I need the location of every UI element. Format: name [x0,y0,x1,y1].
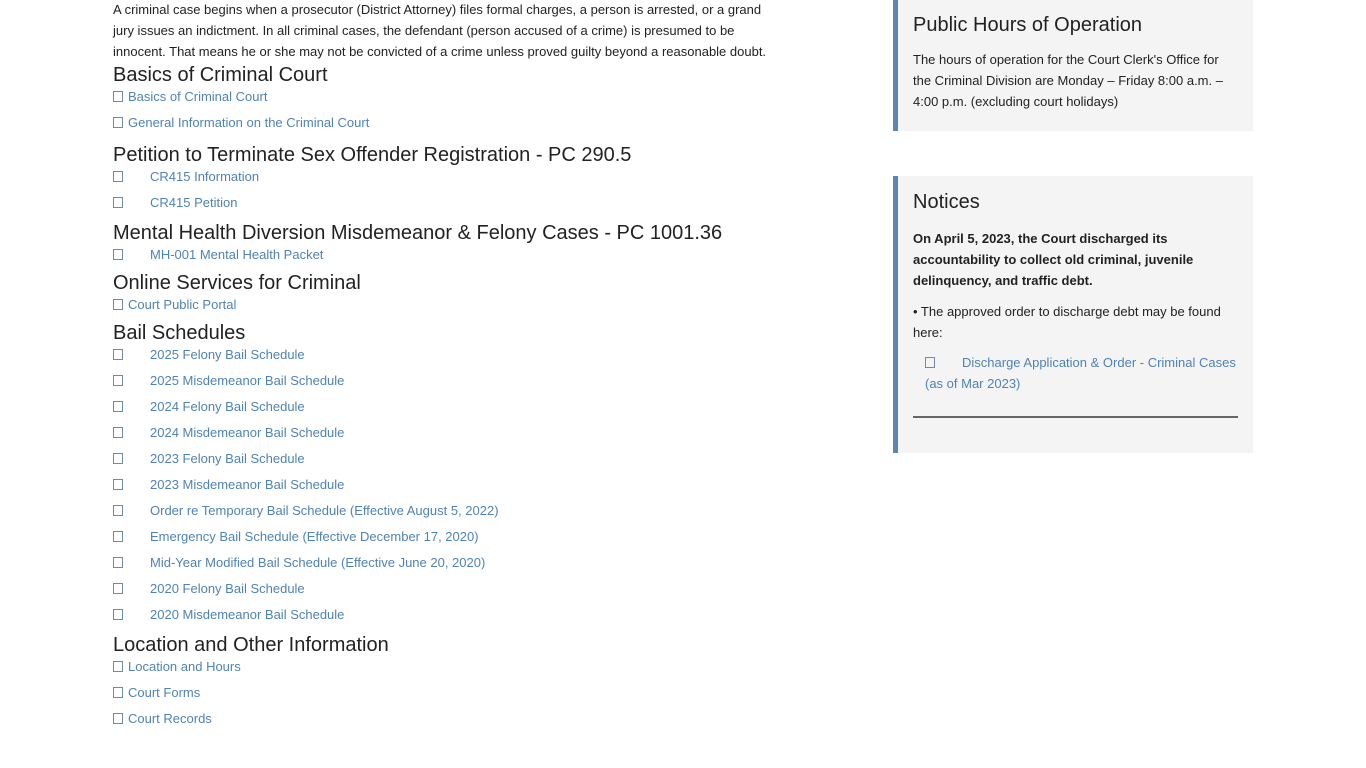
mental-health-link-list [113,242,773,268]
link-bail-2023-misdemeanor[interactable]: 2023 Misdemeanor Bail Schedule [150,477,345,492]
list-item [113,292,773,318]
list-item [113,164,773,190]
hours-panel [893,0,1253,131]
section-title-basics: Basics of Criminal Court [113,64,328,86]
section-title-location: Location and Other Information [113,634,389,656]
notices-link-item [913,352,1238,394]
list-item [113,420,773,446]
notices-title: Notices [913,191,980,213]
list-item [113,368,773,394]
link-bail-2023-felony[interactable]: 2023 Felony Bail Schedule [150,451,305,466]
list-item [113,602,773,628]
list-item [113,654,773,680]
document-icon [113,505,123,516]
list-item [113,446,773,472]
link-cr415-petition[interactable]: CR415 Petition [150,195,238,210]
document-icon [113,401,123,412]
document-icon [113,687,123,698]
document-icon [113,171,123,182]
notices-panel [893,176,1253,453]
divider [913,416,1238,418]
list-item [113,190,773,216]
list-item [113,680,773,706]
location-link-list [113,654,773,732]
document-icon [113,583,123,594]
hours-text: The hours of operation for the Court Clerk's Office for the Criminal Division are Monday – Friday 8:00 a.m. – 4:00 p.m. (excluding court holidays) [913,52,1223,109]
petition-link-list [113,164,773,216]
list-item [113,498,773,524]
list-item [113,342,773,368]
list-item [113,242,773,268]
link-bail-temporary-order[interactable]: Order re Temporary Bail Schedule (Effective August 5, 2022) [150,503,499,518]
bail-schedules-link-list [113,342,773,628]
list-item [113,576,773,602]
link-court-records[interactable]: Court Records [128,711,212,726]
notices-text: • The approved order to discharge debt may be found here: [913,304,1221,340]
document-icon [113,557,123,568]
document-icon [113,427,123,438]
link-location-hours[interactable]: Location and Hours [128,659,241,674]
document-icon [113,713,123,724]
link-court-public-portal[interactable]: Court Public Portal [128,297,237,312]
online-services-link-list [113,292,773,318]
list-item [113,550,773,576]
document-icon [113,91,123,102]
link-general-information[interactable]: General Information on the Criminal Court [128,115,370,130]
document-icon [113,349,123,360]
list-item [113,394,773,420]
section-title-mental-health: Mental Health Diversion Misdemeanor & Felony Cases - PC 1001.36 [113,222,723,244]
basics-link-list [113,84,773,136]
link-discharge-application[interactable]: Discharge Application & Order - Criminal Cases (as of Mar 2023) [925,355,1236,391]
link-cr415-information[interactable]: CR415 Information [150,169,260,184]
main-content [113,0,773,732]
link-bail-emergency[interactable]: Emergency Bail Schedule (Effective December 17, 2020) [150,529,479,544]
list-item [113,110,773,136]
list-item [113,706,773,732]
list-item [113,472,773,498]
link-mh001-packet[interactable]: MH-001 Mental Health Packet [150,247,324,262]
link-bail-2025-felony[interactable]: 2025 Felony Bail Schedule [150,347,305,362]
link-bail-2024-misdemeanor[interactable]: 2024 Misdemeanor Bail Schedule [150,425,345,440]
document-icon [113,197,123,208]
document-icon [925,357,935,368]
section-title-online-services: Online Services for Criminal [113,272,361,294]
document-icon [113,479,123,490]
link-bail-2024-felony[interactable]: 2024 Felony Bail Schedule [150,399,305,414]
document-icon [113,531,123,542]
list-item [113,524,773,550]
document-icon [113,609,123,620]
link-bail-2020-misdemeanor[interactable]: 2020 Misdemeanor Bail Schedule [150,607,345,622]
section-title-bail-schedules: Bail Schedules [113,322,246,344]
document-icon [113,661,123,672]
link-basics-criminal-court[interactable]: Basics of Criminal Court [128,89,268,104]
section-title-petition: Petition to Terminate Sex Offender Registration - PC 290.5 [113,144,632,166]
document-icon [113,299,123,310]
document-icon [113,117,123,128]
document-icon [113,249,123,260]
link-court-forms[interactable]: Court Forms [128,685,201,700]
link-bail-mid-year-modified[interactable]: Mid-Year Modified Bail Schedule (Effective June 20, 2020) [150,555,486,570]
hours-title: Public Hours of Operation [913,14,1143,36]
link-bail-2020-felony[interactable]: 2020 Felony Bail Schedule [150,581,305,596]
notices-bold-text: On April 5, 2023, the Court discharged its accountability to collect old criminal, juvenile delinquency, and traffic debt. [913,231,1194,288]
document-icon [113,453,123,464]
list-item [113,84,773,110]
document-icon [113,375,123,386]
intro-paragraph: A criminal case begins when a prosecutor (District Attorney) files formal charges, a person is arrested, or a grand jury issues an indictment. In all criminal cases, the defendant (person accused of a crime) is presumed to be innocent. That means he or she may not be convicted of a crime unless proved guilty beyond a reasonable doubt. [113,2,767,59]
link-bail-2025-misdemeanor[interactable]: 2025 Misdemeanor Bail Schedule [150,373,345,388]
